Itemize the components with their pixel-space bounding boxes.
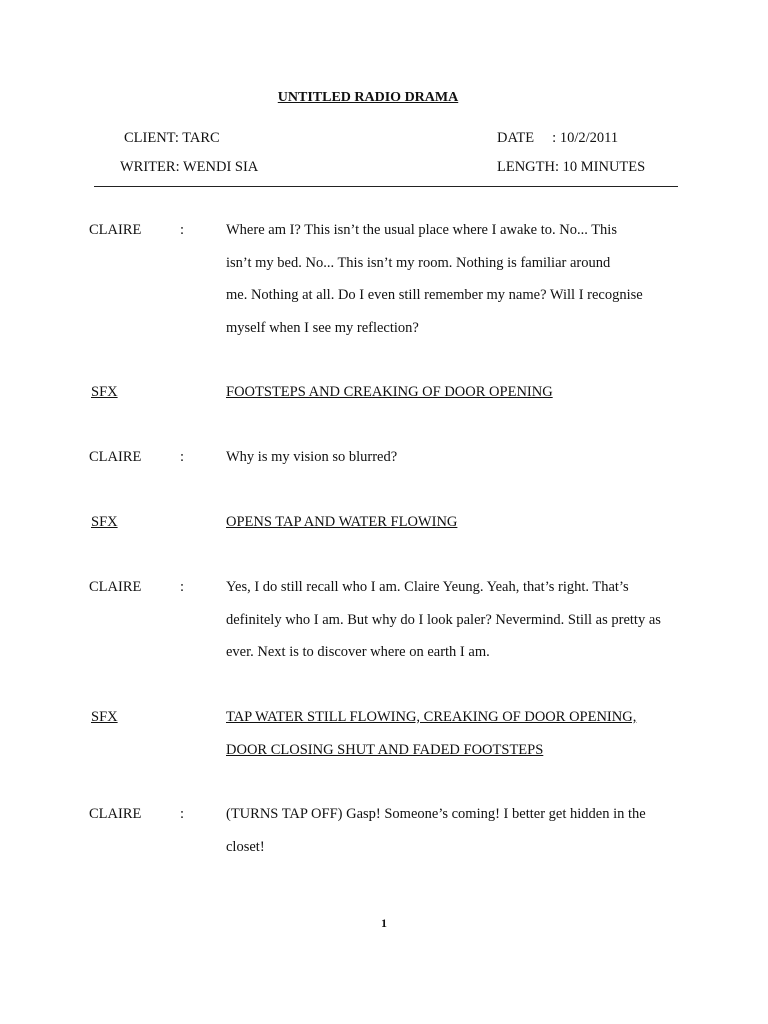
header-rule [94, 186, 678, 187]
date-line: DATE : 10/2/2011 [497, 130, 619, 146]
sfx-line: FOOTSTEPS AND CREAKING OF DOOR OPENING [226, 384, 553, 400]
dialogue-line: me. Nothing at all. Do I even still remember my name? Will I recognise [226, 287, 643, 303]
sfx-line: TAP WATER STILL FLOWING, CREAKING OF DOOR OPENING, [226, 709, 637, 725]
dialogue-line: Yes, I do still recall who I am. Claire Yeung. Yeah, that’s right. That’s [226, 579, 629, 595]
dialogue-line: Why is my vision so blurred? [226, 449, 398, 465]
sfx-label: SFX [91, 384, 118, 400]
dialogue-line: definitely who I am. But why do I look paler? Nevermind. Still as pretty as [226, 611, 661, 628]
sfx-text [226, 514, 686, 547]
dialogue-line: isn’t my bed. No... This isn’t my room. Nothing is familiar around [226, 254, 611, 271]
sfx-label: SFX [91, 709, 118, 725]
colon-separator: : [180, 449, 185, 465]
dialogue-line: (TURNS TAP OFF) Gasp! Someone’s coming! I better get hidden in the [226, 806, 646, 822]
sfx-text [226, 384, 686, 417]
dialogue-text [226, 579, 686, 677]
dialogue-line: ever. Next is to discover where on earth I am. [226, 644, 490, 660]
client-line: CLIENT: TARC [124, 130, 220, 146]
sfx-line: DOOR CLOSING SHUT AND FADED FOOTSTEPS [226, 741, 544, 758]
length-line: LENGTH: 10 MINUTES [497, 159, 646, 175]
sfx-line: OPENS TAP AND WATER FLOWING [226, 514, 458, 530]
dialogue-text [226, 806, 686, 871]
speaker-label: CLAIRE [89, 579, 142, 595]
writer-line: WRITER: WENDI SIA [120, 159, 259, 175]
sfx-text [226, 709, 686, 774]
dialogue-line: Where am I? This isn’t the usual place where I awake to. No... This [226, 222, 617, 238]
dialogue-line: closet! [226, 838, 265, 855]
colon-separator: : [180, 222, 185, 238]
dialogue-text [226, 449, 686, 482]
speaker-label: CLAIRE [89, 449, 142, 465]
colon-separator: : [180, 806, 185, 822]
dialogue-text [226, 222, 686, 352]
page-number: 1 [381, 916, 387, 930]
speaker-label: CLAIRE [89, 806, 142, 822]
colon-separator: : [180, 579, 185, 595]
document-title: UNTITLED RADIO DRAMA [277, 90, 459, 105]
dialogue-line: myself when I see my reflection? [226, 319, 419, 336]
sfx-label: SFX [91, 514, 118, 530]
speaker-label: CLAIRE [89, 222, 142, 238]
